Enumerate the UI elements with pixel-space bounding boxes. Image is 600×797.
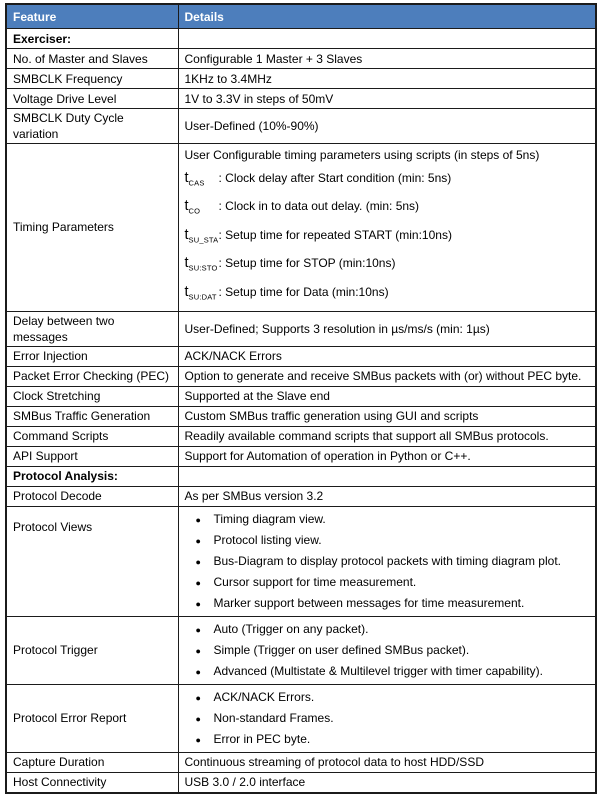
bullet-item: ● Timing diagram view. — [179, 509, 590, 530]
feature-cell: No. of Master and Slaves — [6, 49, 178, 69]
bullet-icon: ● — [195, 713, 201, 724]
details-cell — [178, 506, 596, 616]
timing-line — [185, 255, 590, 276]
feature-cell: Timing Parameters — [6, 144, 178, 312]
table-row-protocol-error-report — [6, 684, 596, 752]
table-row — [6, 89, 596, 109]
table-row — [6, 49, 596, 69]
timing-symbol: $t_{CAS}$ — [184, 170, 205, 188]
feature-cell: Capture Duration — [6, 752, 178, 772]
table-row — [6, 426, 596, 446]
timing-description: : Clock delay after Start condition (min: 5ns) — [218, 171, 452, 185]
bullet-icon: ● — [195, 734, 201, 745]
table-row — [6, 386, 596, 406]
timing-description: : Setup time for Data (min:10ns) — [218, 284, 389, 299]
bullet-icon: ● — [195, 556, 201, 567]
table-row — [6, 446, 596, 466]
details-cell: 1V to 3.3V in steps of 50mV — [178, 89, 596, 109]
feature-header-cell: Feature — [6, 4, 178, 29]
details-cell: Supported at the Slave end — [178, 386, 596, 406]
feature-cell: Host Connectivity — [6, 772, 178, 793]
feature-cell: Error Injection — [6, 346, 178, 366]
feature-cell: Command Scripts — [6, 426, 178, 446]
table-row — [6, 486, 596, 506]
details-cell — [178, 616, 596, 684]
bullet-item: ● Bus-Diagram to display protocol packets with timing diagram plot. — [179, 551, 590, 572]
timing-description: : Setup time for STOP (min:10ns) — [218, 256, 396, 271]
bullet-item: ● Protocol listing view. — [179, 530, 590, 551]
feature-cell: Protocol Decode — [6, 486, 178, 506]
table-row — [6, 311, 596, 346]
table-row — [6, 772, 596, 793]
table-row-exerciser-section — [6, 29, 596, 49]
bullet-item: ● Non-standard Frames. — [179, 708, 590, 729]
feature-cell: Protocol Analysis: — [6, 466, 178, 486]
feature-cell: Delay between two messages — [6, 311, 178, 346]
details-cell: User-Defined; Supports 3 resolution in µs/ms/s (min: 1µs) — [178, 311, 596, 346]
details-cell — [178, 144, 596, 312]
timing-symbol: $t_{SU:DAT}$ — [184, 283, 217, 301]
feature-cell: SMBus Traffic Generation — [6, 406, 178, 426]
details-header-cell: Details — [178, 4, 596, 29]
bullet-item: ● Advanced (Multistate & Multilevel trigger with timer capability). — [179, 661, 590, 682]
details-cell: As per SMBus version 3.2 — [178, 486, 596, 506]
bullet-item: ● Cursor support for time measurement. — [179, 572, 590, 593]
details-cell — [178, 29, 596, 49]
timing-description: : Setup time for repeated START (min:10ns) — [218, 227, 452, 242]
spec-table — [5, 3, 597, 794]
bullet-icon: ● — [195, 598, 201, 609]
details-cell: Readily available command scripts that support all SMBus protocols. — [178, 426, 596, 446]
timing-symbol: $t_{CO}$ — [184, 198, 201, 216]
bullet-icon: ● — [195, 577, 201, 588]
timing-intro: User Configurable timing parameters using scripts (in steps of 5ns) — [184, 148, 540, 162]
bullet-item: ● Error in PEC byte. — [179, 729, 590, 750]
feature-cell: Exerciser: — [6, 29, 178, 49]
feature-cell: SMBCLK Duty Cycle variation — [6, 109, 178, 144]
bullet-icon: ● — [195, 692, 201, 703]
details-cell: Option to generate and receive SMBus packets with (or) without PEC byte. — [178, 366, 596, 386]
table-row-protocol-views — [6, 506, 596, 616]
details-cell — [178, 466, 596, 486]
table-row — [6, 752, 596, 772]
details-cell: Continuous streaming of protocol data to host HDD/SSD — [178, 752, 596, 772]
details-cell: ACK/NACK Errors — [178, 346, 596, 366]
table-header-row — [6, 4, 596, 29]
details-cell: Custom SMBus traffic generation using GUI and scripts — [178, 406, 596, 426]
bullet-icon: ● — [195, 645, 201, 656]
bullet-item: ● Auto (Trigger on any packet). — [179, 619, 590, 640]
timing-line — [185, 198, 590, 219]
feature-cell: Clock Stretching — [6, 386, 178, 406]
details-cell: User-Defined (10%-90%) — [178, 109, 596, 144]
table-row-protocol-trigger — [6, 616, 596, 684]
table-row-protocol-analysis-section — [6, 466, 596, 486]
bullet-item: ● Marker support between messages for time measurement. — [179, 593, 590, 614]
details-cell: Configurable 1 Master + 3 Slaves — [178, 49, 596, 69]
details-cell: Support for Automation of operation in Python or C++. — [178, 446, 596, 466]
table-row — [6, 346, 596, 366]
timing-line — [185, 227, 590, 248]
table-row-timing-parameters — [6, 144, 596, 312]
table-row — [6, 69, 596, 89]
timing-description: : Clock in to data out delay. (min: 5ns) — [218, 199, 420, 214]
bullet-icon: ● — [195, 624, 201, 635]
table-row — [6, 406, 596, 426]
feature-cell: Protocol Views — [6, 506, 178, 616]
bullet-icon: ● — [195, 514, 201, 525]
details-cell: 1KHz to 3.4MHz — [178, 69, 596, 89]
feature-cell: Protocol Error Report — [6, 684, 178, 752]
feature-cell: API Support — [6, 446, 178, 466]
timing-line — [185, 284, 590, 305]
feature-cell: Protocol Trigger — [6, 616, 178, 684]
bullet-item: ● ACK/NACK Errors. — [179, 687, 590, 708]
bullet-item: ● Simple (Trigger on user defined SMBus packet). — [179, 640, 590, 661]
bullet-icon: ● — [195, 666, 201, 677]
timing-line — [185, 170, 590, 191]
table-row — [6, 366, 596, 386]
bullet-icon: ● — [195, 535, 201, 546]
timing-symbol: $t_{SU\_STA}$ — [184, 226, 219, 245]
details-cell — [178, 684, 596, 752]
details-cell: USB 3.0 / 2.0 interface — [178, 772, 596, 793]
feature-cell: Voltage Drive Level — [6, 89, 178, 109]
feature-cell: Packet Error Checking (PEC) — [6, 366, 178, 386]
table-row — [6, 109, 596, 144]
timing-symbol: $t_{SU:STO}$ — [184, 255, 218, 273]
feature-cell: SMBCLK Frequency — [6, 69, 178, 89]
